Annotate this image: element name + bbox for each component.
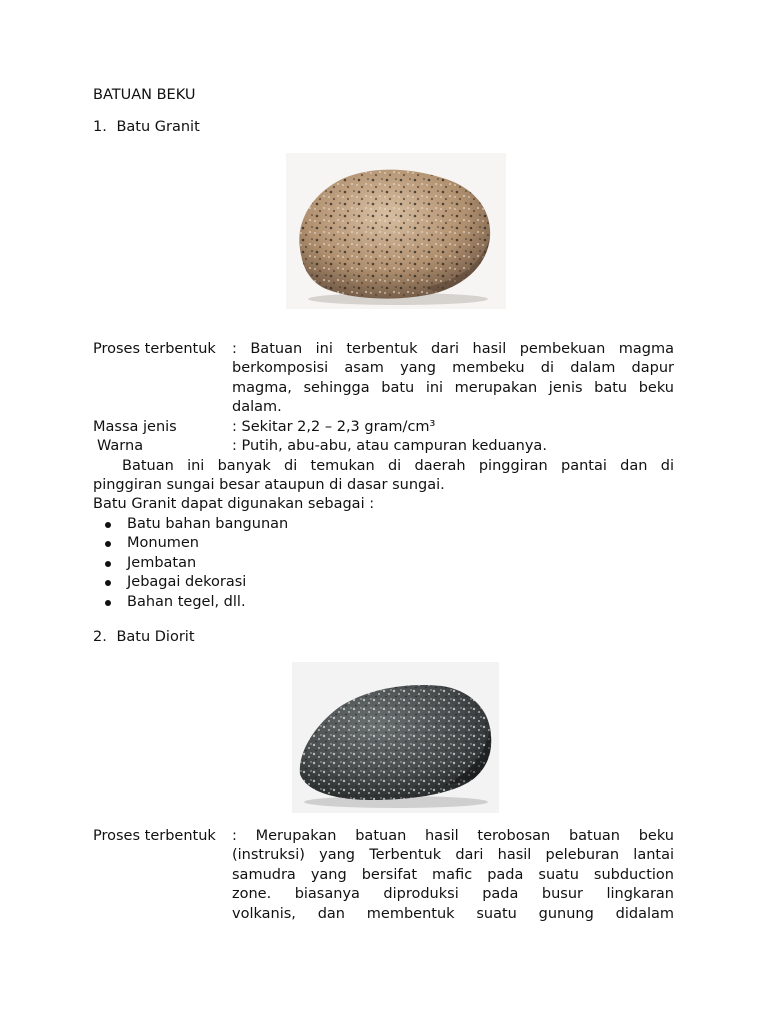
proses-value-1 bbox=[232, 340, 674, 418]
section-1-number: 1. bbox=[93, 119, 107, 135]
proses-2-line-1: : Merupakan batuan hasil terobosan batuan beku bbox=[232, 828, 674, 844]
warna-label: Warna bbox=[97, 438, 144, 454]
paragraph-line-2: pinggiran sungai besar ataupun di dasar sungai. bbox=[93, 477, 445, 493]
list-item: Batu bahan bangunan bbox=[93, 515, 288, 534]
proses-value-2 bbox=[232, 827, 674, 924]
section-2-title-text: Batu Diorit bbox=[116, 629, 195, 645]
massa-value: : Sekitar 2,2 – 2,3 gram/cm³ bbox=[232, 419, 436, 435]
list-item: Jebagai dekorasi bbox=[93, 573, 288, 592]
proses-label-1: Proses terbentuk bbox=[93, 341, 216, 357]
section-2-number: 2. bbox=[93, 629, 107, 645]
proses-1-line-3: magma, sehingga batu ini merupakan jenis batu beku bbox=[232, 379, 674, 396]
proses-2-line-4: zone. biasanya diproduksi pada busur lingkaran bbox=[232, 886, 674, 903]
granite-rock-image bbox=[286, 153, 506, 309]
diorite-rock-illustration bbox=[292, 662, 499, 813]
proses-1-line-4: dalam. bbox=[232, 399, 282, 416]
list-item: Monumen bbox=[93, 534, 288, 553]
warna-value: : Putih, abu-abu, atau campuran keduanya. bbox=[232, 438, 547, 454]
uses-list bbox=[93, 515, 288, 612]
section-1-title bbox=[93, 118, 200, 137]
proses-2-line-2: (instruksi) yang Terbentuk dari hasil peleburan lantai bbox=[232, 847, 674, 864]
section-1-title-text: Batu Granit bbox=[116, 119, 200, 135]
proses-1-line-1: : Batuan ini terbentuk dari hasil pembekuan magma bbox=[232, 341, 674, 357]
proses-label-2: Proses terbentuk bbox=[93, 828, 216, 844]
list-item: Bahan tegel, dll. bbox=[93, 593, 288, 612]
uses-intro: Batu Granit dapat digunakan sebagai : bbox=[93, 496, 375, 512]
granite-rock-illustration bbox=[286, 153, 506, 309]
list-item: Jembatan bbox=[93, 554, 288, 573]
proses-1-line-2: berkomposisi asam yang membeku di dalam dapur bbox=[232, 360, 674, 377]
proses-2-line-3: samudra yang bersifat mafic pada suatu subduction bbox=[232, 866, 674, 883]
proses-2-line-5: volkanis, dan membentuk suatu gunung didalam bbox=[232, 905, 674, 922]
massa-label: Massa jenis bbox=[93, 419, 177, 435]
section-2-title bbox=[93, 628, 195, 647]
diorite-rock-image bbox=[292, 662, 499, 813]
document-heading: BATUAN BEKU bbox=[93, 87, 196, 103]
paragraph-line-1: Batuan ini banyak di temukan di daerah pinggiran pantai dan di bbox=[122, 458, 674, 474]
